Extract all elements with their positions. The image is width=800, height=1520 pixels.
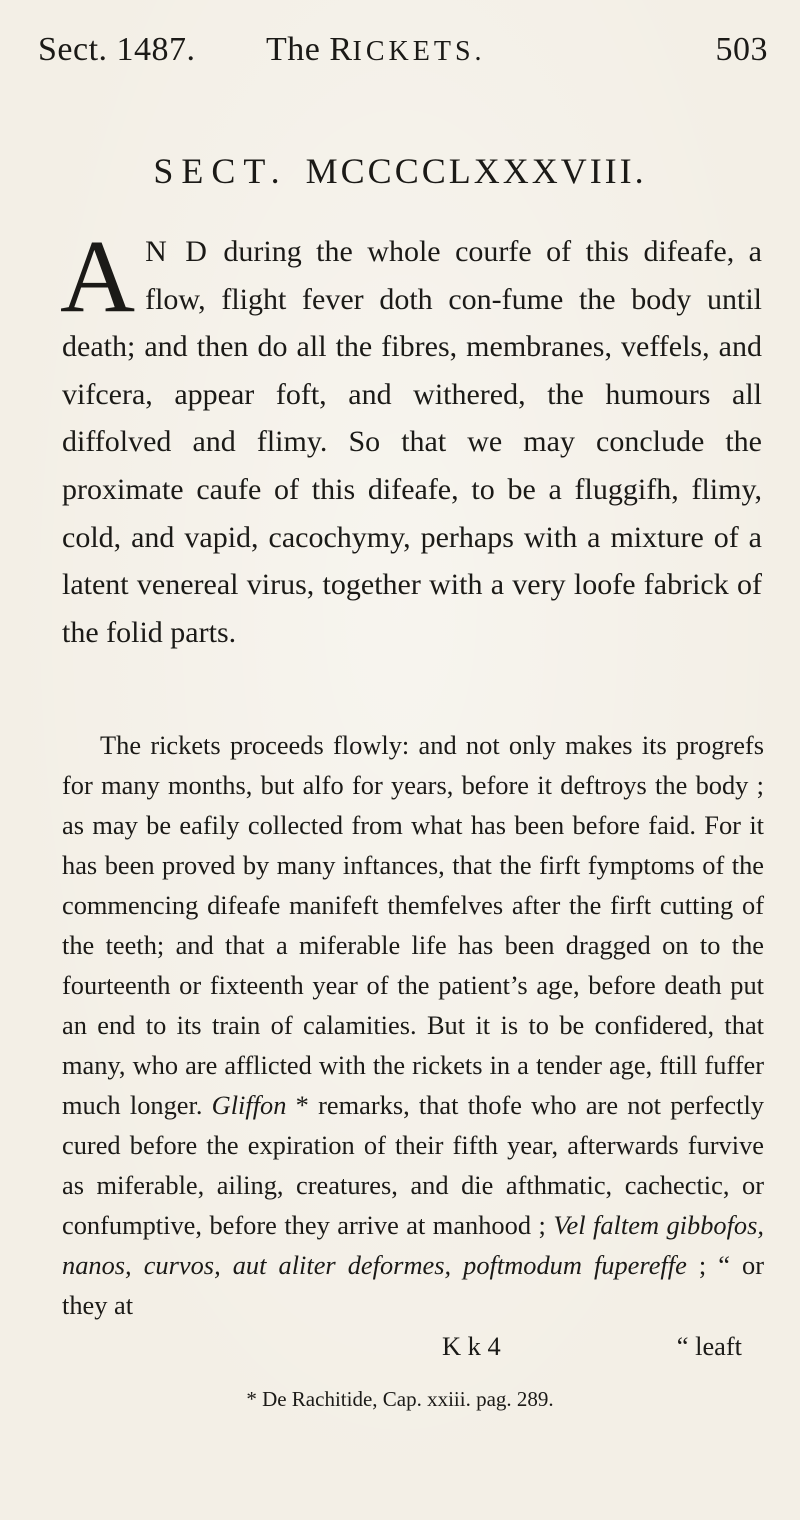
paragraph-2-text-c: ; “ or they at <box>62 1250 765 1320</box>
paragraph-2-text-b: * remarks, that thofe who are not perfectly cured before the expiration of their fifth year, afterwards furvive as miferable, ailing, creatures, and die afthmatic, cachectic, or confumptive, before they arrive at manhood ; <box>62 1090 765 1240</box>
catchword: “ leaft <box>676 1331 742 1361</box>
signature-row <box>62 1326 764 1366</box>
footnote: * De Rachitide, Cap. xxiii. pag. 289. <box>246 1387 554 1411</box>
paragraph-2-text-a: The rickets proceeds flowly: and not only makes its progrefs for many months, but alfo for years, before it deftroys the body ; as may be eafily collected from what has been before faid. For it has been proved by many inftances, that the firft fymptoms of the commencing difeafe manifeft themfelves after the firft cutting of the teeth; and that a miferable life has been dragged on to the fourteenth or fixteenth year of the patient’s age, before death put an end to its train of calamities. But it is to be confidered, that many, who are afflicted with the rickets in a tender age, ftill fuffer much longer. <box>62 730 764 1120</box>
latin-quotation: Vel faltem gibbofos, nanos, curvos, aut aliter deformes, poftmodum fupereffe <box>62 1210 764 1280</box>
running-title <box>266 20 486 82</box>
paragraph-1 <box>60 219 762 656</box>
running-title-initial: The R <box>266 31 353 68</box>
running-title-rest: ICKETS. <box>352 36 486 67</box>
paragraph-1-lead: N D <box>145 235 209 268</box>
paragraph-2 <box>62 725 764 1325</box>
section-roman-number: MCCCCLXXXVIII. <box>305 151 647 191</box>
section-label: SECT. <box>153 151 288 191</box>
author-name: Gliffon <box>211 1090 287 1120</box>
section-heading <box>0 150 800 192</box>
section-number-header: Sect. 1487. <box>38 31 196 68</box>
signature-mark: K k 4 <box>442 1331 501 1361</box>
drop-cap-initial: A <box>60 219 136 334</box>
page-number: 503 <box>715 31 768 68</box>
paragraph-1-text: during the whole courfe of this difeafe, a flow, flight fever doth con-fume the body until death; and then do all the fibres, membranes, veffels, and vifcera, appear foft, and withered, the humours all diffolved and flimy. So that we may conclude the proximate caufe of this difeafe, to be a fluggifh, flimy, cold, and vapid, cacochymy, perhaps with a mixture of a latent venereal virus, together with a very loofe fabrick of the folid parts. <box>62 235 762 649</box>
running-head <box>38 20 768 80</box>
